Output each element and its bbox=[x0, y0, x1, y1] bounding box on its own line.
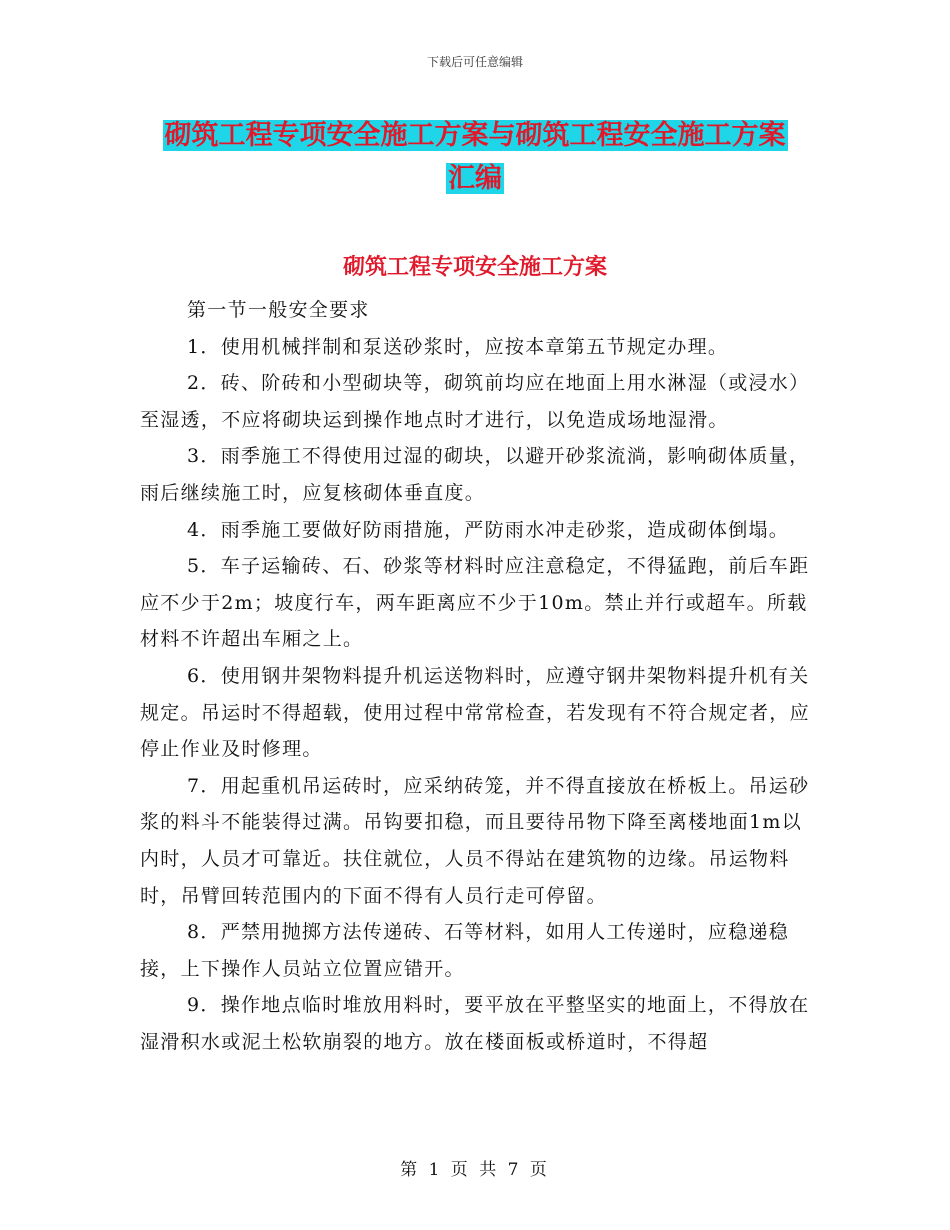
page-footer: 第 1 页 共 7 页 bbox=[400, 1160, 550, 1180]
rule-paragraph: 3．雨季施工不得使用过湿的砌块，以避开砂浆流淌，影响砌体质量，雨后继续施工时，应复核砌体垂直度。 bbox=[140, 445, 810, 504]
rule-paragraph: 5．车子运输砖、石、砂浆等材料时应注意稳定，不得猛跑，前后车距应不少于2m；坡度行车，两车距离应不少于10m。禁止并行或超车。所载材料不许超出车厢之上。 bbox=[140, 555, 810, 651]
title-highlight-1: 砌筑工程专项安全施工方案与砌筑工程安全施工方案 bbox=[164, 120, 786, 151]
rule-paragraph: 7．用起重机吊运砖时，应采纳砖笼，并不得直接放在桥板上。吊运砂浆的料斗不能装得过满。吊钩要扣稳，而且要待吊物下降至离楼地面1m以内时，人员才可靠近。扶住就位，人员不得站在建筑物的边缘。吊运物料时，吊臂回转范围内的下面不得有人员行走可停留。 bbox=[140, 774, 810, 907]
section-title: 砌筑工程专项安全施工方案 bbox=[342, 255, 607, 280]
rule-paragraph: 2．砖、阶砖和小型砌块等，砌筑前均应在地面上用水淋湿（或浸水）至湿透，不应将砌块运到操作地点时才进行，以免造成场地湿滑。 bbox=[140, 372, 810, 431]
rule-paragraph: 9．操作地点临时堆放用料时，要平放在平整坚实的地面上，不得放在湿滑积水或泥土松软崩裂的地方。放在楼面板或桥道时，不得超 bbox=[140, 994, 810, 1053]
body-text bbox=[140, 292, 812, 1060]
rule-paragraph: 8．严禁用抛掷方法传递砖、石等材料，如用人工传递时，应稳递稳接，上下操作人员站立位置应错开。 bbox=[140, 921, 790, 980]
header-note: 下载后可任意编辑 bbox=[426, 55, 523, 69]
rule-paragraph: 1．使用机械拌制和泵送砂浆时，应按本章第五节规定办理。 bbox=[187, 335, 729, 358]
document-title-line-2 bbox=[0, 156, 950, 195]
document-title-line-1 bbox=[0, 113, 950, 152]
title-highlight-2: 汇编 bbox=[448, 163, 502, 194]
section-heading: 第一节一般安全要求 bbox=[187, 299, 370, 321]
rule-paragraph: 6．使用钢井架物料提升机运送物料时，应遵守钢井架物料提升机有关规定。吊运时不得超载，使用过程中常常检查，若发现有不符合规定者，应停止作业及时修理。 bbox=[140, 664, 810, 761]
rule-paragraph: 4．雨季施工要做好防雨措施，严防雨水冲走砂浆，造成砌体倒塌。 bbox=[187, 518, 790, 541]
